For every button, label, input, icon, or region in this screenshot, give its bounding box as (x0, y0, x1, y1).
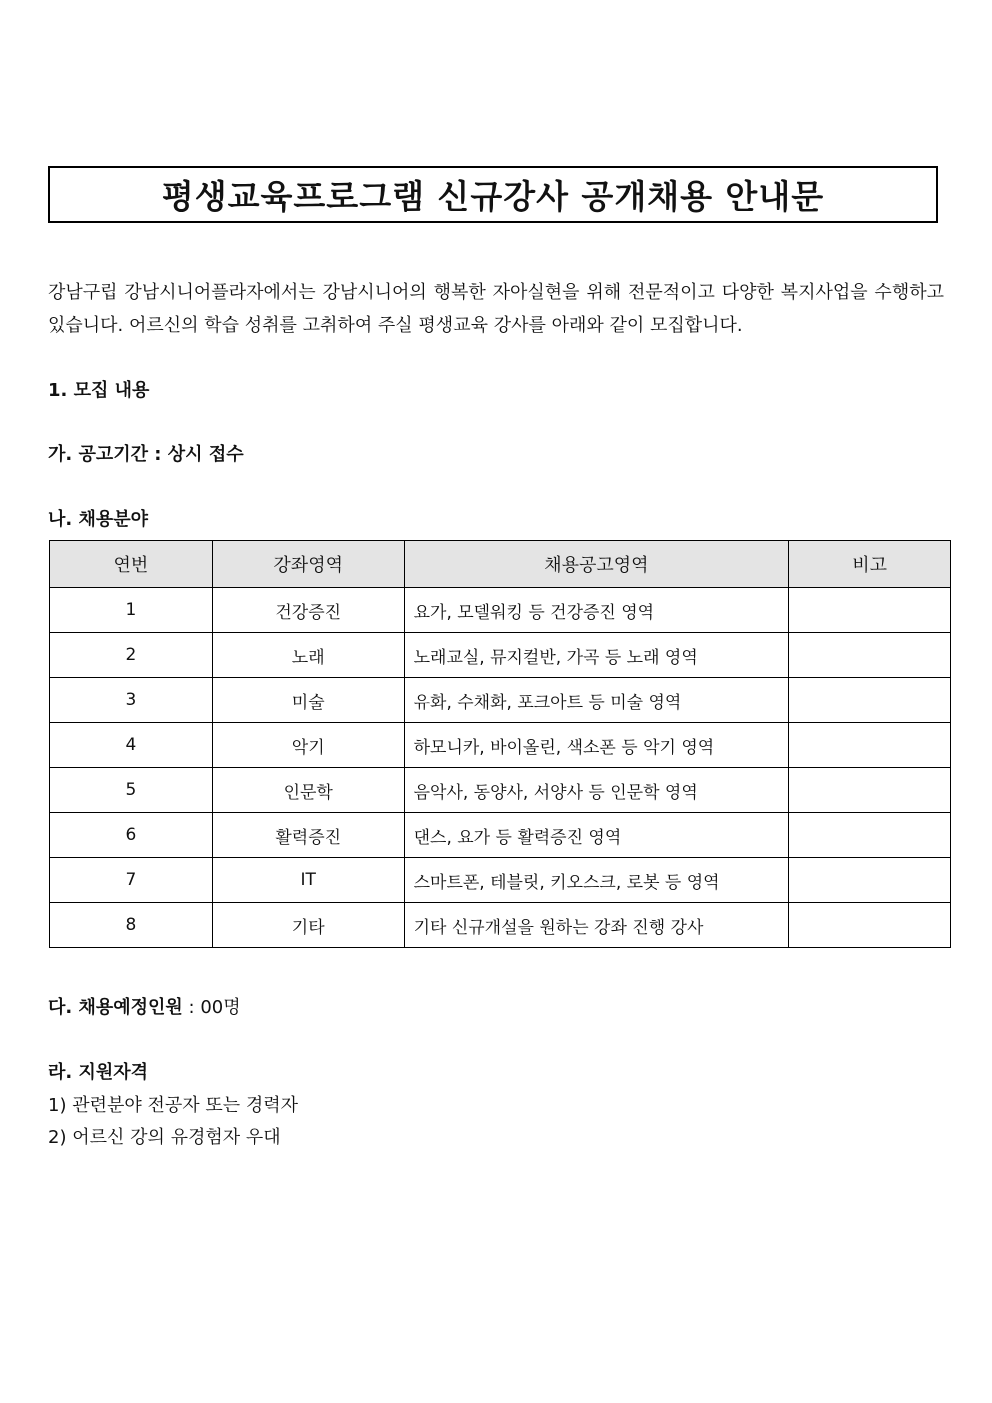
row-note (789, 678, 951, 723)
table-row (50, 858, 951, 903)
title-box (48, 166, 938, 223)
headcount-label: 다. 채용예정인원 (48, 997, 183, 1018)
row-area: 노래 (212, 633, 404, 678)
row-area: IT (212, 858, 404, 903)
row-no: 3 (50, 678, 213, 723)
table-row (50, 813, 951, 858)
qualification-item: 1) 관련분야 전공자 또는 경력자 (48, 1095, 299, 1116)
row-note (789, 903, 951, 948)
table-row (50, 588, 951, 633)
row-desc: 하모니카, 바이올린, 색소폰 등 악기 영역 (404, 723, 789, 768)
row-no: 1 (50, 588, 213, 633)
qualification-item: 2) 어르신 강의 유경험자 우대 (48, 1127, 281, 1148)
recruit-field-heading: 나. 채용분야 (48, 509, 149, 530)
row-area: 건강증진 (212, 588, 404, 633)
intro-paragraph: 강남구립 강남시니어플라자에서는 강남시니어의 행복한 자아실현을 위해 전문적이고 다양한 복지사업을 수행하고 있습니다. 어르신의 학습 성취를 고취하여 주실 평생교육 강사를 아래와 같이 모집합니다. (48, 282, 944, 336)
recruit-field-table (49, 540, 951, 948)
row-area: 악기 (212, 723, 404, 768)
row-no: 2 (50, 633, 213, 678)
row-desc: 유화, 수채화, 포크아트 등 미술 영역 (404, 678, 789, 723)
row-area: 인문학 (212, 768, 404, 813)
row-desc: 요가, 모델워킹 등 건강증진 영역 (404, 588, 789, 633)
table-row (50, 633, 951, 678)
row-desc: 기타 신규개설을 원하는 강좌 진행 강사 (404, 903, 789, 948)
row-note (789, 768, 951, 813)
posting-period-label: 가. 공고기간 : (48, 444, 168, 465)
table-row (50, 723, 951, 768)
header-note: 비고 (789, 541, 951, 588)
row-area: 기타 (212, 903, 404, 948)
posting-period-value: 상시 접수 (167, 444, 244, 465)
headcount (48, 993, 241, 1019)
document-title: 평생교육프로그램 신규강사 공개채용 안내문 (161, 177, 825, 216)
row-no: 8 (50, 903, 213, 948)
qualification-heading: 라. 지원자격 (48, 1062, 149, 1083)
table-row (50, 903, 951, 948)
header-desc: 채용공고영역 (404, 541, 789, 588)
headcount-value: : 00명 (182, 997, 241, 1018)
row-area: 활력증진 (212, 813, 404, 858)
row-no: 4 (50, 723, 213, 768)
table-header-row (50, 541, 951, 588)
table-row (50, 678, 951, 723)
posting-period (48, 440, 244, 466)
row-area: 미술 (212, 678, 404, 723)
row-no: 7 (50, 858, 213, 903)
section-recruit-heading: 1. 모집 내용 (48, 380, 150, 401)
header-area: 강좌영역 (212, 541, 404, 588)
table-row (50, 768, 951, 813)
row-note (789, 813, 951, 858)
row-note (789, 588, 951, 633)
row-note (789, 723, 951, 768)
row-note (789, 858, 951, 903)
row-desc: 음악사, 동양사, 서양사 등 인문학 영역 (404, 768, 789, 813)
row-no: 5 (50, 768, 213, 813)
row-no: 6 (50, 813, 213, 858)
row-desc: 노래교실, 뮤지컬반, 가곡 등 노래 영역 (404, 633, 789, 678)
header-no: 연번 (50, 541, 213, 588)
row-desc: 스마트폰, 테블릿, 키오스크, 로봇 등 영역 (404, 858, 789, 903)
row-desc: 댄스, 요가 등 활력증진 영역 (404, 813, 789, 858)
row-note (789, 633, 951, 678)
